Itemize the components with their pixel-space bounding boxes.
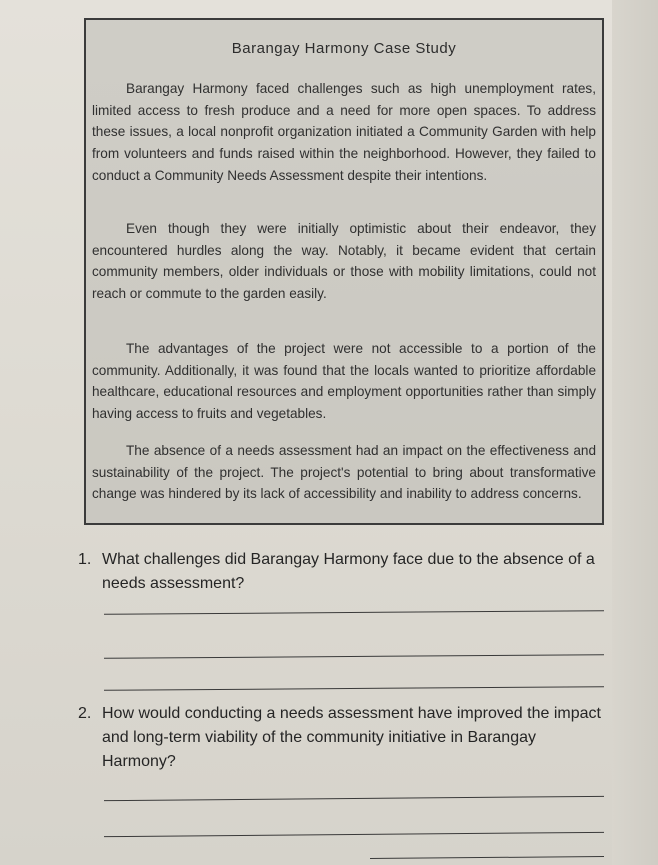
answer-line: [104, 610, 604, 614]
case-study-paragraph: Barangay Harmony faced challenges such as high unemployment rates, limited access to fresh produce and a need for more open spaces. To address these issues, a local nonprofit organization initiated a Community Garden with help from volunteers and funds raised within the neighborhood. However, they failed to conduct a Community Needs Assessment despite their intentions.: [92, 81, 596, 183]
question-number: 1.: [78, 551, 92, 568]
page-edge: [612, 0, 658, 865]
question-text: What challenges did Barangay Harmony face due to the absence of a needs assessment?: [102, 551, 595, 592]
answer-line: [370, 856, 604, 859]
case-study-paragraph: The absence of a needs assessment had an impact on the effectiveness and sustainability of the project. The project's potential to bring about transformative change was hindered by its lack of accessibility and inability to address concerns.: [92, 443, 596, 502]
answer-line: [104, 796, 604, 801]
answer-line: [104, 832, 604, 837]
question-text: How would conducting a needs assessment have improved the impact and long-term viability of the community initiative in Barangay Harmony?: [102, 705, 601, 770]
case-study-box: [84, 18, 604, 525]
answer-line: [104, 686, 604, 690]
case-study-paragraph: The advantages of the project were not accessible to a portion of the community. Additionally, it was found that the locals wanted to prioritize affordable healthcare, educational resources and employment opportunities rather than simply having access to fruits and vegetables.: [92, 341, 596, 422]
answer-line: [104, 654, 604, 658]
case-study-title: Barangay Harmony Case Study: [231, 40, 457, 57]
case-study-paragraph: Even though they were initially optimistic about their endeavor, they encountered hurdles along the way. Notably, it became evident that certain community members, older individuals or those with mobility limitations, could not reach or commute to the garden easily.: [92, 221, 596, 302]
question-number: 2.: [78, 705, 92, 722]
